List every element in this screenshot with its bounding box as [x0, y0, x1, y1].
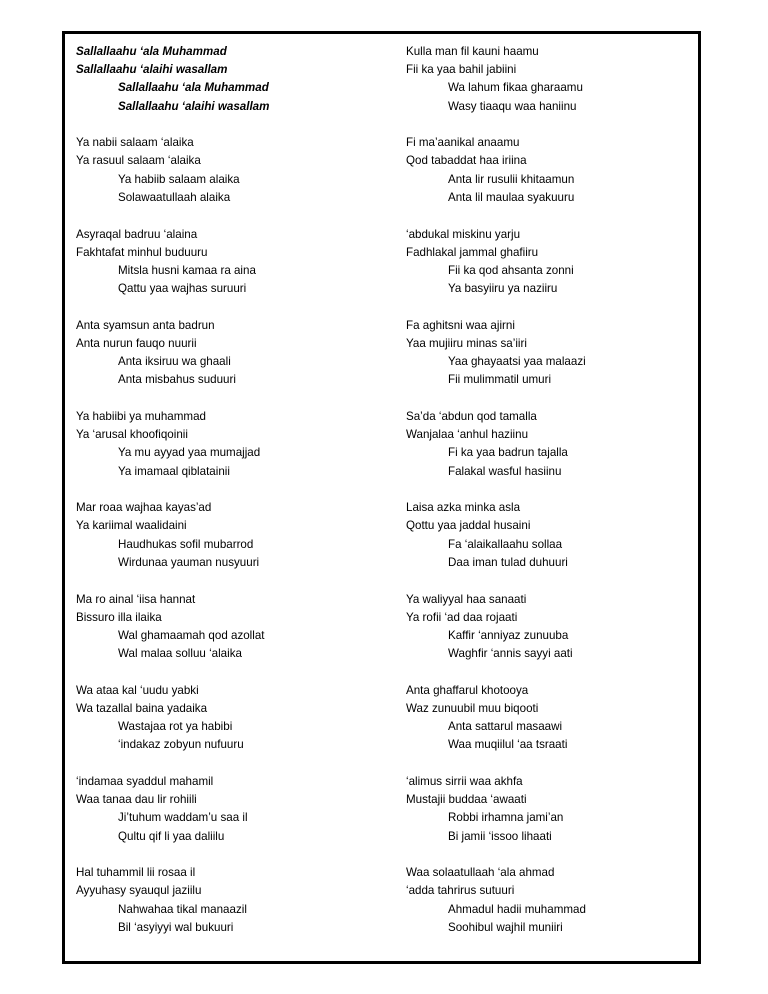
stanza [76, 591, 376, 664]
verse-line: Anta misbahus suduuri [118, 373, 236, 387]
verse-line: Waa muqiilul ‘aa tsraati [448, 738, 568, 752]
verse-line: Anta iksiruu wa ghaali [118, 355, 231, 369]
verse-line: Fii ka yaa bahil jabiini [406, 63, 517, 77]
verse-line: Fi ma’aanikal anaamu [406, 136, 520, 150]
verse-line: Asyraqal badruu ‘alaina [76, 227, 198, 241]
left-column [76, 43, 376, 956]
verse-line: Wanjalaa ‘anhul haziinu [406, 428, 529, 442]
verse-line: Sallallaahu ‘ala Muhammad [76, 45, 227, 58]
verse-line: Anta sattarul masaawi [448, 720, 563, 734]
verse-line: Ayyuhasy syauqul jaziilu [76, 884, 202, 898]
stanza [76, 134, 376, 207]
verse-line: Soohibul wajhil muniiri [448, 920, 563, 934]
stanza [76, 43, 376, 116]
stanza [406, 134, 696, 207]
stanza [76, 226, 376, 299]
verse-line: Ahmadul hadii muhammad [448, 902, 586, 916]
verse-line: Qottu yaa jaddal husaini [406, 519, 531, 533]
verse-line: Ya mu ayyad yaa mumajjad [118, 446, 261, 460]
verse-line: Wastajaa rot ya habibi [118, 720, 233, 734]
verse-line: Anta syamsun anta badrun [76, 318, 215, 332]
verse-line: Waghfir ‘annis sayyi aati [448, 647, 573, 661]
verse-line: Bi jamii ‘issoo lihaati [448, 829, 552, 843]
stanza [76, 499, 376, 572]
verse-line: Mustajii buddaa ‘awaati [406, 793, 527, 807]
verse-line: ‘abdukal miskinu yarju [406, 227, 521, 241]
verse-line: Fii ka qod ahsanta zonni [448, 263, 574, 277]
verse-line: Anta lil maulaa syakuuru [448, 190, 575, 204]
verse-line: Mitsla husni kamaa ra aina [118, 263, 256, 277]
verse-line: Ya basyiiru ya naziiru [448, 282, 558, 296]
verse-line: Bil ‘asyiyyi wal bukuuri [118, 920, 234, 934]
verse-line: Wirdunaa yauman nusyuuri [118, 555, 260, 569]
stanza [406, 408, 696, 481]
verse-line: Solawaatullaah alaika [118, 190, 231, 204]
verse-line: Qattu yaa wajhas suruuri [118, 282, 247, 296]
verse-line: Bissuro illa ilaika [76, 610, 162, 624]
verse-line: ‘indakaz zobyun nufuuru [118, 738, 244, 752]
verse-line: Mar roaa wajhaa kayas’ad [76, 501, 212, 515]
verse-line: Sallallaahu ‘alaihi wasallam [76, 63, 228, 77]
verse-line: Ya imamaal qiblatainii [118, 464, 230, 478]
verse-line: Anta nurun fauqo nuurii [76, 336, 197, 350]
verse-line: Ya nabii salaam ‘alaika [76, 136, 194, 150]
stanza [406, 226, 696, 299]
verse-line: Daa iman tulad duhuuri [448, 555, 568, 569]
verse-line: Yaa ghayaatsi yaa malaazi [448, 355, 586, 369]
stanza [406, 499, 696, 572]
verse-line: Nahwahaa tikal manaazil [118, 902, 247, 916]
stanza [76, 773, 376, 846]
verse-line: ‘alimus sirrii waa akhfa [406, 775, 523, 788]
verse-line: Sa’da ‘abdun qod tamalla [406, 410, 537, 423]
verse-line: Anta lir rusulii khitaamun [448, 172, 575, 186]
verse-line: Laisa azka minka asla [406, 501, 521, 515]
verse-line: Fi ka yaa badrun tajalla [448, 446, 568, 460]
verse-line: Ya kariimal waalidaini [76, 519, 187, 533]
verse-line: Wal malaa solluu ‘alaika [118, 647, 242, 661]
verse-line: ‘indamaa syaddul mahamil [76, 775, 214, 788]
verse-line: Fadhlakal jammal ghafiiru [406, 245, 539, 259]
verse-line: Ya rofii ‘ad daa rojaati [406, 610, 518, 624]
stanza [76, 317, 376, 390]
verse-line: Wasy tiaaqu waa haniinu [448, 99, 577, 113]
verse-line: Ma ro ainal ‘iisa hannat [76, 592, 196, 606]
stanza [406, 43, 696, 116]
verse-line: Fa ‘alaikallaahu sollaa [448, 537, 563, 551]
verse-line: Ya habiib salaam alaika [118, 172, 240, 186]
verse-line: Fa aghitsni waa ajirni [406, 318, 515, 332]
verse-line: Wa tazallal baina yadaika [76, 701, 208, 715]
verse-line: Fakhtafat minhul buduuru [76, 245, 208, 259]
verse-line: Waa solaatullaah ‘ala ahmad [406, 866, 555, 880]
stanza [76, 408, 376, 481]
verse-line: Kaffir ‘anniyaz zunuuba [448, 628, 569, 642]
verse-line: Hal tuhammil lii rosaa il [76, 866, 196, 880]
right-column [406, 43, 696, 956]
verse-line: Wa ataa kal ‘uudu yabki [76, 683, 199, 697]
verse-line: Yaa mujiiru minas sa’iiri [406, 336, 527, 350]
verse-line: Anta ghaffarul khotooya [406, 683, 529, 697]
stanza [406, 591, 696, 664]
verse-line: Robbi irhamna jami’an [448, 811, 564, 825]
verse-line: Kulla man fil kauni haamu [406, 45, 539, 58]
verse-line: Waa tanaa dau lir rohiili [76, 793, 197, 807]
verse-line: Ji’tuhum waddam’u saa il [118, 811, 248, 825]
verse-line: Ya rasuul salaam ‘alaika [76, 154, 201, 168]
stanza [76, 682, 376, 755]
verse-line: Wa lahum fikaa gharaamu [448, 81, 583, 95]
verse-line: Waz zunuubil muu biqooti [406, 701, 539, 715]
stanza [406, 864, 696, 937]
verse-line: Fii mulimmatil umuri [448, 373, 552, 387]
stanza [406, 773, 696, 846]
verse-line: Falakal wasful hasiinu [448, 464, 562, 478]
verse-line: ‘adda tahrirus sutuuri [406, 884, 515, 898]
stanza [406, 317, 696, 390]
stanza [76, 864, 376, 937]
stanza [406, 682, 696, 755]
verse-line: Ya habiibi ya muhammad [76, 410, 206, 423]
verse-line: Sallallaahu ‘ala Muhammad [118, 81, 269, 95]
verse-line: Qod tabaddat haa iriina [406, 154, 527, 168]
verse-line: Haudhukas sofil mubarrod [118, 537, 254, 551]
verse-line: Wal ghamaamah qod azollat [118, 628, 265, 642]
verse-line: Qultu qif li yaa daliilu [118, 829, 225, 843]
verse-line: Ya ‘arusal khoofiqoinii [76, 428, 188, 442]
verse-line: Sallallaahu ‘alaihi wasallam [118, 99, 270, 113]
verse-line: Ya waliyyal haa sanaati [406, 592, 527, 606]
